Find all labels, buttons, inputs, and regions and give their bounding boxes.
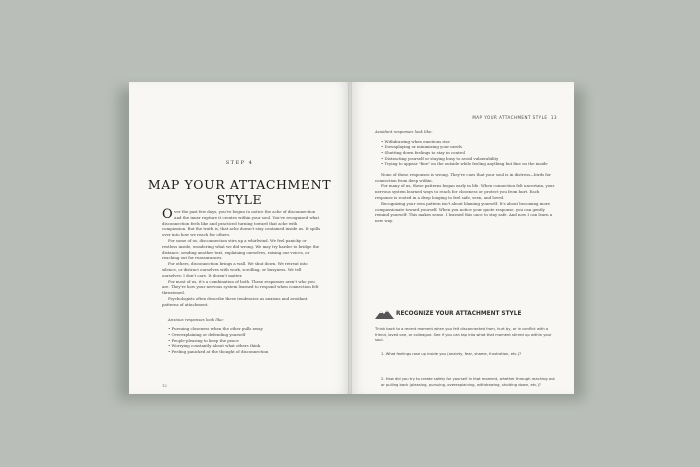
paragraph: Psychologists often describe these tendencies as anxious and avoidant patterns of attachment. (162, 295, 308, 307)
list-item: • Distracting yourself or staying busy to avoid vulnerability (381, 156, 557, 162)
paragraph: For others, disconnection brings a wall. We shut down. We retreat into silence, or distract ourselves with work, scrolling, or busyness. We tell ourselves: I don't care. It doesn't matter. (162, 261, 308, 278)
avoidant-heading: Avoidant responses look like: (375, 129, 433, 134)
left-body-text (162, 209, 322, 354)
paragraph: For most of us, it's a combination of both. These responses aren't who you are. They're how your nervous system learned to respond when connection felt threatened. (162, 278, 319, 296)
list-item: • Trying to appear "fine" on the outside while feeling anything but fine on the inside (381, 161, 557, 167)
left-page-number: 12 (162, 383, 167, 388)
book-gutter (348, 82, 352, 394)
paragraph: For many of us, these patterns began early in life. When connection felt uncertain, your nervous system learned ways to reach for closeness or protect you from hurt. Each response is rooted in a deep longing to feel safe, seen, and loved. (375, 183, 555, 200)
paragraph: Recognizing your own pattern isn't about blaming yourself. It's about becoming more compassionate toward yourself. When you notice your quote response, you can gently remind yourself: This makes sense. I learned this once to stay safe. And now I can learn a new way. (375, 200, 553, 224)
list-item: • Overexplaining or defending yourself (168, 332, 322, 338)
list-item: • Shutting down feelings to stay in control (381, 150, 557, 156)
list-item: • Pursuing closeness when the other pulls away (168, 326, 322, 332)
question-2: 2. How did you try to create safety for yourself in that moment, whether through reaching out or pulling back (pleasing, pursuing, overexplaining, withdrawing, shutting down, etc.)? (381, 377, 555, 387)
running-head-title: MAP YOUR ATTACHMENT STYLE (472, 115, 548, 120)
left-page (129, 82, 350, 394)
list-item: • Worrying constantly about what others think (168, 343, 322, 349)
exercise-intro: Think back to a recent moment when you felt disconnected from, hurt by, or in conflict with a friend, loved one, or colleague. See if you can tap into what that moment stirred up within your soul. (375, 327, 552, 343)
list-item: • Downplaying or minimizing your needs (381, 144, 557, 150)
list-item: • Withdrawing when emotions rise (381, 139, 557, 145)
running-head (472, 115, 557, 120)
exercise-text (375, 327, 557, 389)
right-page (350, 82, 574, 394)
step-label: STEP 4 (225, 160, 254, 166)
section-title: RECOGNIZE YOUR ATTACHMENT STYLE (396, 311, 522, 317)
avoidant-list (375, 139, 557, 167)
right-page-number: 13 (550, 115, 557, 120)
anxious-heading: Anxious responses look like: (168, 316, 224, 322)
right-body-text (375, 129, 557, 224)
mountain-icon (375, 309, 394, 319)
question-1: 1. What feelings rose up inside you (anxiety, fear, shame, frustration, etc.)? (381, 351, 522, 356)
list-item: • Feeling panicked at the thought of disconnection (168, 349, 322, 355)
paragraph-text: ver the past few days, you've begun to notice the ache of disconnection and the inner rupture it creates within your soul. You've recognized what disconnection feels like and practiced turning toward that ache with compassion. But the truth is, that ache doesn't stay contained inside us. It spills over into how we reach for others. (162, 209, 321, 238)
section-heading (375, 309, 557, 321)
drop-cap: O (162, 207, 173, 222)
anxious-list (162, 326, 322, 354)
list-item: • People-pleasing to keep the peace (168, 338, 322, 344)
paragraph (162, 209, 322, 238)
chapter-title: MAP YOUR ATTACHMENT STYLE (147, 177, 332, 207)
paragraph: None of these responses is wrong. They're cues that your soul is in distress—birds for connection from deep within. (375, 171, 551, 183)
paragraph: For some of us, disconnection stirs up a whirlwind. We feel panicky or restless inside, wondering what we did wrong. We may try harder to bridge the distance, sending another text, explaining ourselves, raising our voices, or reaching out for reassurances. (162, 237, 320, 261)
